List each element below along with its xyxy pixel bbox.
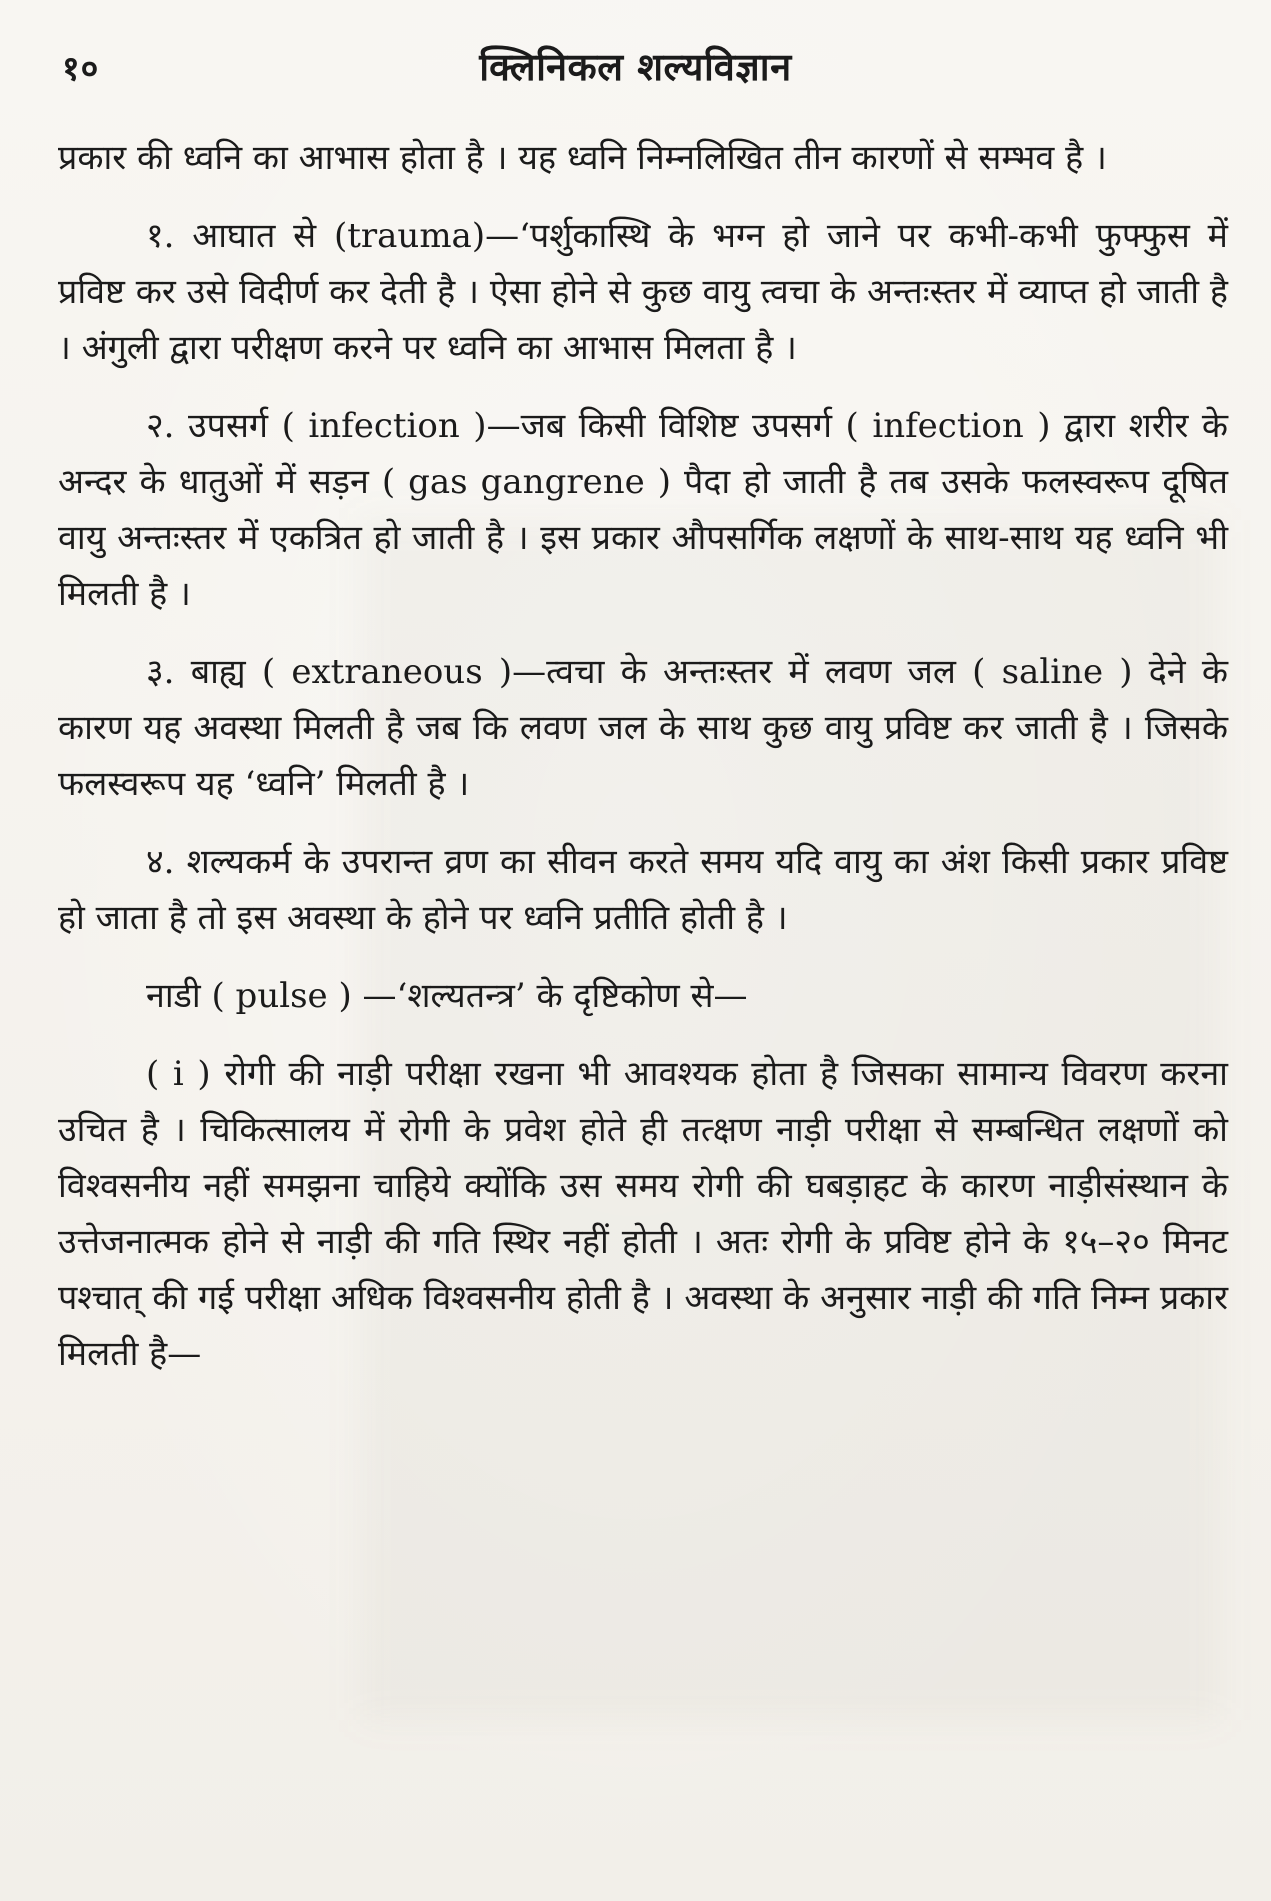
paragraph-trauma: १. आघात से (trauma)—‘पर्शुकास्थि के भग्न हो जाने पर कभी-कभी फुफ्फुस में प्रविष्ट कर उसे विदीर्ण कर देती है । ऐसा होने से कुछ वायु त्वचा के अन्तःस्तर में व्याप्त हो जाती है । अंगुली द्वारा परीक्षण करने पर ध्वनि का आभास मिलता है । bbox=[58, 216, 1228, 368]
page-body bbox=[58, 130, 1228, 1404]
page-header bbox=[0, 40, 1271, 100]
running-title: क्लिनिकल शल्यविज्ञान bbox=[479, 44, 792, 89]
page-number: १० bbox=[62, 49, 100, 89]
paragraph-surgery-air: ४. शल्यकर्म के उपरान्त व्रण का सीवन करते समय यदि वायु का अंश किसी प्रकार प्रविष्ट हो जाता है तो इस अवस्था के होने पर ध्वनि प्रतीति होती है । bbox=[58, 842, 1228, 938]
paragraph-infection: २. उपसर्ग ( infection )—जब किसी विशिष्ट उपसर्ग ( infection ) द्वारा शरीर के अन्दर के धातुओं में सड़न ( gas gangrene ) पैदा हो जाती है तब उसके फलस्वरूप दूषित वायु अन्तःस्तर में एकत्रित हो जाती है । इस प्रकार औपसर्गिक लक्षणों के साथ-साथ यह ध्वनि भी मिलती है । bbox=[58, 406, 1228, 614]
paragraph-intro: प्रकार की ध्वनि का आभास होता है । यह ध्वनि निम्नलिखित तीन कारणों से सम्भव है । bbox=[58, 138, 1107, 178]
paragraph-pulse-details: ( i ) रोगी की नाड़ी परीक्षा रखना भी आवश्यक होता है जिसका सामान्य विवरण करना उचित है । चिकित्सालय में रोगी के प्रवेश होते ही तत्क्षण नाड़ी परीक्षा से सम्बन्धित लक्षणों को विश्वसनीय नहीं समझना चाहिये क्योंकि उस समय रोगी की घबड़ाहट के कारण नाड़ीसंस्थान के उत्तेजनात्मक होने से नाड़ी की गति स्थिर नहीं होती । अतः रोगी के प्रविष्ट होने के १५–२० मिनट पश्चात् की गई परीक्षा अधिक विश्वसनीय होती है । अवस्था के अनुसार नाड़ी की गति निम्न प्रकार मिलती है— bbox=[58, 1054, 1228, 1374]
paragraph-pulse-heading: नाडी ( pulse ) —‘शल्यतन्त्र’ के दृष्टिकोण से— bbox=[146, 976, 748, 1016]
paragraph-extraneous: ३. बाह्य ( extraneous )—त्वचा के अन्तःस्तर में लवण जल ( saline ) देने के कारण यह अवस्था मिलती है जब कि लवण जल के साथ कुछ वायु प्रविष्ट कर जाती है । जिसके फलस्वरूप यह ‘ध्वनि’ मिलती है । bbox=[58, 652, 1228, 804]
